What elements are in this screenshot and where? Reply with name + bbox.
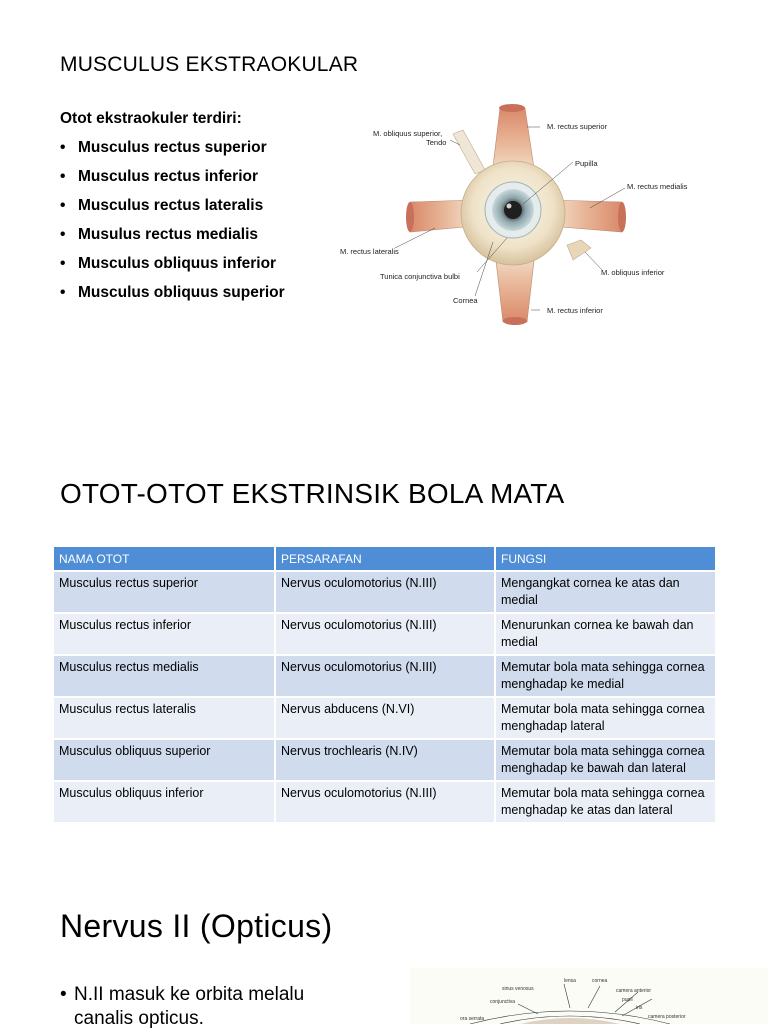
- table-row: [54, 613, 715, 655]
- list-item: • Musculus obliquus superior: [60, 282, 285, 311]
- table-cell: Musculus rectus lateralis: [54, 697, 275, 739]
- table-cell: Nervus oculomotorius (N.III): [275, 613, 495, 655]
- muscle-table: [54, 547, 715, 822]
- list-item: • Musculus rectus inferior: [60, 166, 285, 195]
- table-cell: Musculus rectus inferior: [54, 613, 275, 655]
- slide-musculus-ekstraokular: [0, 0, 768, 400]
- eye-crosssection-illustration: [410, 968, 768, 1024]
- table-cell: Menurunkan cornea ke bawah dan medial: [495, 613, 715, 655]
- table-row: [54, 655, 715, 697]
- bullet-mark: •: [60, 984, 67, 1005]
- label-lensa: lensa: [564, 978, 576, 984]
- list-item: • Musculus obliquus inferior: [60, 253, 285, 282]
- table-cell: Memutar bola mata sehingga cornea menghadap ke atas dan lateral: [495, 781, 715, 822]
- bullet-text: N.II masuk ke orbita melalu canalis opticus.: [74, 984, 305, 1029]
- label-pupilla: Pupilla: [575, 159, 598, 168]
- label-ora-serrata: ora serrata: [460, 1016, 485, 1022]
- column-header: PERSARAFAN: [275, 547, 495, 571]
- table-cell: Nervus oculomotorius (N.III): [275, 781, 495, 822]
- label-cornea: cornea: [592, 978, 608, 984]
- table-cell: Musculus rectus medialis: [54, 655, 275, 697]
- label-tendo: Tendo: [426, 138, 447, 147]
- table-cell: Memutar bola mata sehingga cornea menghadap ke bawah dan lateral: [495, 739, 715, 781]
- label-conjunctiva: conjunctiva: [490, 999, 516, 1005]
- table-row: [54, 781, 715, 822]
- eye-muscles-illustration: [335, 100, 735, 330]
- label-camera-posterior: camera posterior: [648, 1014, 686, 1020]
- label-cornea: Cornea: [453, 296, 478, 305]
- table-cell: Nervus abducens (N.VI): [275, 697, 495, 739]
- label-tunica-conjunctiva: Tunica conjunctiva bulbi: [380, 272, 460, 281]
- list-item: • Musculus rectus superior: [60, 137, 285, 166]
- label-rectus-inferior: M. rectus inferior: [547, 306, 603, 315]
- intro-text: Otot ekstraokuler terdiri:: [60, 110, 242, 127]
- list-item: • Musculus rectus lateralis: [60, 195, 285, 224]
- label-camera-anterior: camera anterior: [616, 988, 652, 994]
- table-cell: Nervus oculomotorius (N.III): [275, 571, 495, 613]
- table-cell: Musculus rectus superior: [54, 571, 275, 613]
- slide-title: MUSCULUS EKSTRAOKULAR: [60, 53, 359, 76]
- table-row: [54, 697, 715, 739]
- table-row: [54, 739, 715, 781]
- table-cell: Nervus oculomotorius (N.III): [275, 655, 495, 697]
- table-cell: Musculus obliquus superior: [54, 739, 275, 781]
- label-obliquus-superior: M. obliquus superior,: [373, 129, 443, 138]
- list-item: • Musulus rectus medialis: [60, 224, 285, 253]
- column-header: NAMA OTOT: [54, 547, 275, 571]
- label-rectus-lateralis: M. rectus lateralis: [340, 247, 399, 256]
- label-obliquus-inferior: M. obliquus inferior: [601, 268, 665, 277]
- label-pupil: pupil: [622, 997, 633, 1003]
- label-iris: iris: [636, 1005, 643, 1011]
- table-cell: Nervus trochlearis (N.IV): [275, 739, 495, 781]
- table-header-row: [54, 547, 715, 571]
- slide-title: Nervus II (Opticus): [60, 908, 333, 944]
- slide-title: OTOT-OTOT EKSTRINSIK BOLA MATA: [60, 478, 565, 509]
- table-row: [54, 571, 715, 613]
- muscle-list: [60, 137, 285, 311]
- column-header: FUNGSI: [495, 547, 715, 571]
- table-cell: Memutar bola mata sehingga cornea menghadap lateral: [495, 697, 715, 739]
- label-rectus-medialis: M. rectus medialis: [627, 182, 688, 191]
- table-cell: Mengangkat cornea ke atas dan medial: [495, 571, 715, 613]
- label-sinus-venosus: sinus venosus: [502, 986, 534, 992]
- table-cell: Memutar bola mata sehingga cornea menghadap ke medial: [495, 655, 715, 697]
- table-cell: Musculus obliquus inferior: [54, 781, 275, 822]
- label-rectus-superior: M. rectus superior: [547, 122, 608, 131]
